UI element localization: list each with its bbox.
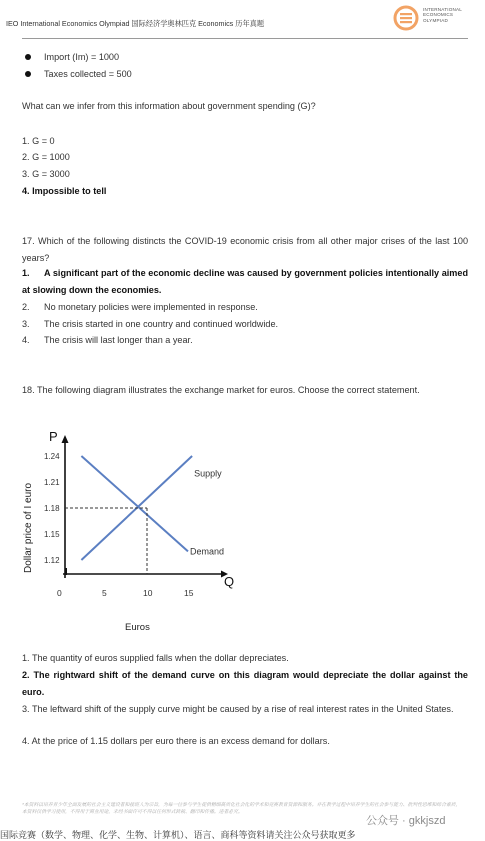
q18-option-1: 1. The quantity of euros supplied falls when the dollar depreciates. [22,653,289,663]
y-tick-label: 1.21 [44,478,60,487]
watermark: 公众号 · gkkjszd [366,815,446,827]
y-tick-label: 1.18 [44,504,60,513]
y-axis-arrow [62,435,69,443]
q18-option-3: 3. The leftward shift of the supply curve might be caused by a rise of real interest rates in the United States. [22,704,454,714]
x-tick-label: 10 [143,588,153,598]
y-axis-title: Dollar price of I euro [23,482,34,573]
q17-question: 17. Which of the following distincts the COVID-19 economic crisis from all other major crises of the last 100 years? [22,236,468,263]
q17-option-4-num: 4. [22,335,30,345]
bottom-cut-text: 国际竞赛（数学、物理、化学、生物、计算机）、语言、商科等资料请关注公众号获取更多 [0,830,356,840]
q18-question: 18. The following diagram illustrates the exchange market for euros. Choose the correct statement. [22,385,420,395]
logo-text: INTERNATIONAL ECONOMICS OLYMPIAD [423,7,463,23]
bullet-dot [25,54,31,60]
x-tick-label: 5 [102,588,107,598]
q16-option-1: 1. G = 0 [22,136,55,146]
x-axis-letter: Q [224,574,235,589]
q17-option-2: No monetary policies were implemented in response. [44,302,258,312]
y-tick-label: 1.24 [44,452,60,461]
series-label-demand: Demand [190,546,225,557]
y-tick-label: 1.12 [44,556,60,565]
series-line-demand [81,456,188,551]
q16-question: What can we infer from this information about government spending (G)? [22,101,316,111]
q17-option-1-num: 1. [22,268,30,278]
q17-option-4: The crisis will last longer than a year. [44,335,193,345]
q18-option-4: 4. At the price of 1.15 dollars per euro there is an excess demand for dollars. [22,736,330,746]
q18-option-2: 2. The rightward shift of the demand curve on this diagram would depreciate the dollar against the euro. [22,670,468,697]
q16-option-3: 3. G = 3000 [22,169,70,179]
q16-option-4: 4. Impossible to tell [22,186,107,196]
bullet-taxes: Taxes collected = 500 [44,69,132,79]
q17-option-1: A significant part of the economic decline was caused by government policies intentionally aimed at slowing down the economies. [22,268,468,295]
bullet-dot [25,71,31,77]
q16-option-2: 2. G = 1000 [22,152,70,162]
q17-option-2-num: 2. [22,302,30,312]
q17-option-3: The crisis started in one country and continued worldwide. [44,319,279,329]
x-axis-title: Euros [125,622,150,633]
exchange-market-chart [0,425,260,640]
footer-disclaimer: *本资料以培养青少年全面发展的社会主义建设者和接班人为宗旨，为每一位参与学生提供精细高质化社会化的学术和竞赛教育资源和服务。并在教学过程中培养学生的社会参与能力、批判性思维和综合素质，本资料仅供学习使用，不得用于商业用途，未经书面许可不得以任何形式转载、翻印和传播。违者必究。 [22,803,461,815]
header-divider [22,38,468,39]
q17-option-3-num: 3. [22,319,30,329]
x-tick-label: 0 [57,588,62,598]
bullet-import: Import (Im) = 1000 [44,52,120,62]
series-label-supply: Supply [194,468,222,479]
page-header: IEO International Economics Olympiad 国际经济学奥林匹克 Economics 历年真题 [6,19,265,28]
y-tick-label: 1.15 [44,530,60,539]
x-tick-label: 15 [184,588,194,598]
y-axis-letter: P [49,429,58,444]
